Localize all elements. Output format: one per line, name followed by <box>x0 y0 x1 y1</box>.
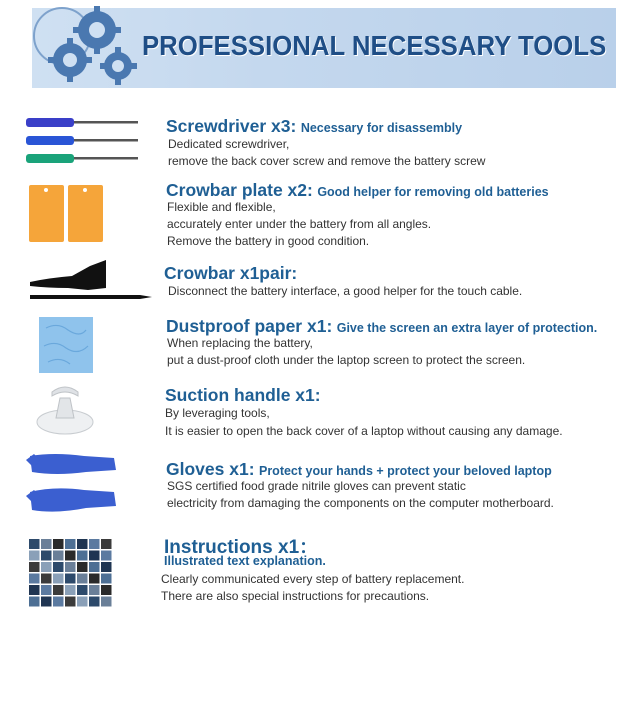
instruction-thumbnail <box>101 574 112 584</box>
instruction-thumbnail <box>101 551 112 561</box>
instruction-thumbnail <box>65 562 76 572</box>
instruction-thumbnail <box>77 585 88 595</box>
gears-icon <box>0 0 150 95</box>
instruction-thumbnail <box>101 539 112 549</box>
instruction-thumbnail <box>65 539 76 549</box>
gloves-icon <box>24 450 120 522</box>
instruction-thumbnail <box>41 597 52 607</box>
instruction-thumbnail <box>101 585 112 595</box>
instruction-thumbnail <box>41 585 52 595</box>
suction-desc-1: By leveraging tools, <box>165 406 270 420</box>
crowbar-plate-desc-3: Remove the battery in good condition. <box>167 234 370 248</box>
screwdriver-desc-2: remove the back cover screw and remove the battery screw <box>168 154 486 168</box>
pry-plates-icon <box>28 184 106 244</box>
instruction-thumbnail <box>77 551 88 561</box>
instruction-thumbnail <box>89 562 100 572</box>
dustproof-title: Dustproof paper x1: Give the screen an extra layer of protection. <box>166 316 598 336</box>
instruction-thumbnail <box>65 597 76 607</box>
instruction-thumbnail <box>53 597 64 607</box>
instruction-thumbnail <box>29 539 40 549</box>
dustproof-paper-icon <box>38 316 94 374</box>
dustproof-desc-2: put a dust-proof cloth under the laptop screen to protect the screen. <box>167 353 526 367</box>
dustproof-desc-1: When replacing the battery, <box>167 336 313 350</box>
crowbar-plate-title: Crowbar plate x2: Good helper for removing old batteries <box>166 180 549 200</box>
instruction-thumbnail <box>77 597 88 607</box>
instruction-thumbnail <box>29 574 40 584</box>
instruction-thumbnail <box>101 562 112 572</box>
instruction-thumbnail <box>89 574 100 584</box>
screwdriver-title: Screwdriver x3: Necessary for disassembly <box>166 116 463 136</box>
suction-desc-2: It is easier to open the back cover of a laptop without causing any damage. <box>165 424 563 438</box>
instructions-bold-line: Illustrated text explanation. <box>164 554 326 568</box>
suction-cup-icon <box>34 382 96 436</box>
instructions-desc-2: There are also special instructions for precautions. <box>161 589 430 603</box>
crowbar-icon <box>28 258 154 304</box>
instruction-thumbnail <box>89 597 100 607</box>
instruction-thumbnail <box>77 562 88 572</box>
instruction-thumbnail <box>89 551 100 561</box>
suction-title: Suction handle x1: <box>165 385 321 405</box>
gloves-desc-2: electricity from damaging the components on the computer motherboard. <box>167 496 554 510</box>
instruction-thumbnail <box>41 551 52 561</box>
page-title: PROFESSIONAL NECESSARY TOOLS <box>142 30 607 61</box>
gloves-desc-1: SGS certified food grade nitrile gloves can prevent static <box>167 479 466 493</box>
instruction-thumbnail <box>77 539 88 549</box>
instruction-thumbnail <box>89 585 100 595</box>
instructions-desc-1: Clearly communicated every step of battery replacement. <box>161 572 465 586</box>
instructions-title: Instructions x1： <box>164 537 319 558</box>
instruction-thumbnail <box>89 539 100 549</box>
instruction-thumbnail <box>29 551 40 561</box>
instruction-thumbnail <box>53 551 64 561</box>
screwdriver-desc-1: Dedicated screwdriver, <box>168 137 290 151</box>
instruction-thumbnail <box>53 574 64 584</box>
instruction-thumbnail <box>41 539 52 549</box>
crowbar-title: Crowbar x1pair: <box>164 263 298 283</box>
instruction-thumbnail <box>65 574 76 584</box>
instructions-sheet-icon <box>28 538 114 608</box>
instruction-thumbnail <box>65 551 76 561</box>
instruction-thumbnail <box>41 574 52 584</box>
crowbar-plate-desc-2: accurately enter under the battery from all angles. <box>167 217 432 231</box>
instruction-thumbnail <box>41 562 52 572</box>
instruction-thumbnail <box>29 585 40 595</box>
crowbar-plate-desc-1: Flexible and flexible, <box>167 200 276 214</box>
instruction-thumbnail <box>77 574 88 584</box>
instruction-thumbnail <box>53 539 64 549</box>
instruction-thumbnail <box>101 597 112 607</box>
gloves-title: Gloves x1: Protect your hands + protect your beloved laptop <box>166 459 552 479</box>
screwdrivers-icon <box>24 116 144 170</box>
instruction-thumbnail <box>29 562 40 572</box>
instruction-thumbnail <box>53 585 64 595</box>
crowbar-desc-1: Disconnect the battery interface, a good helper for the touch cable. <box>168 284 523 298</box>
instruction-thumbnail <box>29 597 40 607</box>
instruction-thumbnail <box>65 585 76 595</box>
instruction-thumbnail <box>53 562 64 572</box>
